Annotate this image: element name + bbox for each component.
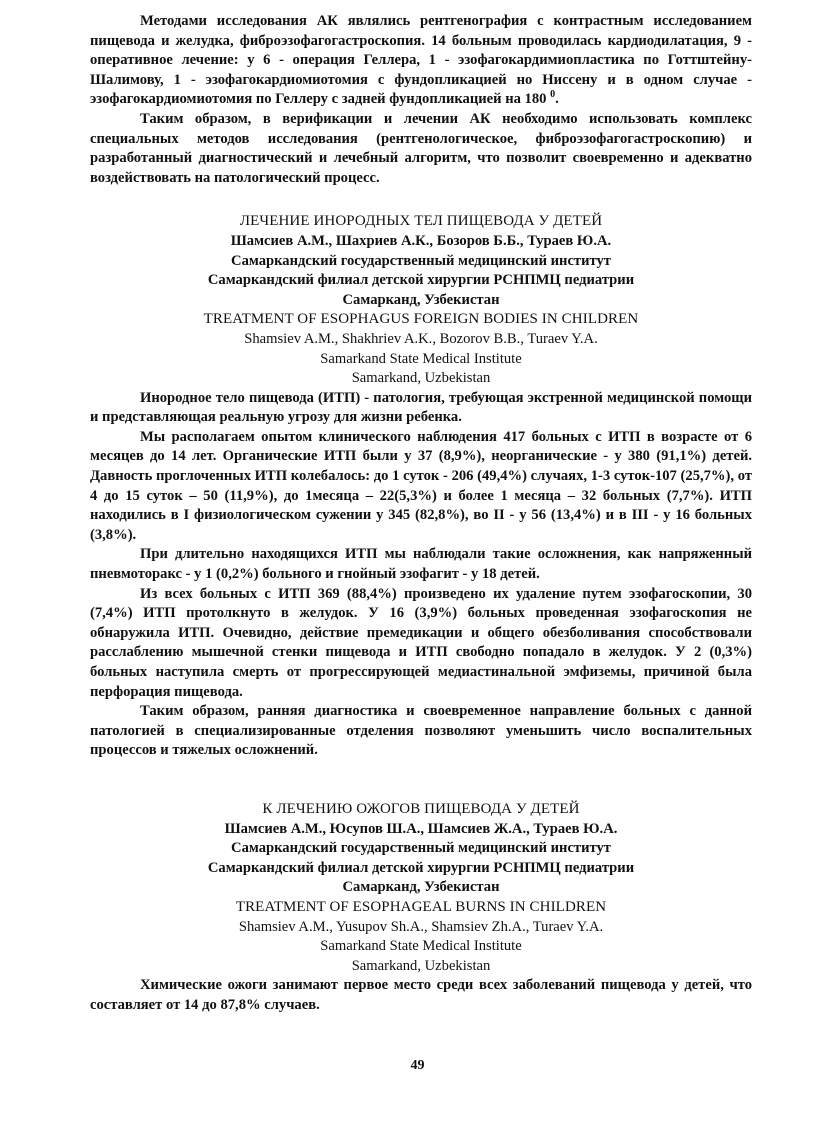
article-1-paragraph-2: Мы располагаем опытом клинического наблюдения 417 больных с ИТП в возрасте от 6 месяцев до 14 лет. Органические ИТП были у 37 (8,9%), неорганические - у 380 (91,1%) детей. Давность проглоченных ИТП колебалось: до 1 суток - 206 (49,4%) случаях, 1-3 суток-107 (25,7%), от 4 до 15 суток – 50 (11,9%), до 1месяца – 22(5,3%) и более 1 месяца – 32 больных (7,7%). ИТП находились в I физиологическом сужении у 345 (82,8%), во II - у 56 (13,4%) и в III - у 16 больных (3,8%). — [90, 428, 752, 543]
article-2-city-en: Samarkand, Uzbekistan — [351, 957, 491, 974]
article-2-institute-ru: Самаркандский государственный медицинский институт — [231, 840, 611, 857]
article-2-city-ru: Самарканд, Узбекистан — [342, 879, 500, 896]
article-1-paragraph-5: Таким образом, ранняя диагностика и своевременное направление больных с данной патологией в специализированные отделения позволяют уменьшить число воспалительных процессов и тяжелых осложнений. — [90, 703, 752, 759]
article-1-paragraph-3: При длительно находящихся ИТП мы наблюдали такие осложнения, как напряженный пневмоторакс - у 1 (0,2%) больного и гнойный эзофагит - у 18 детей. — [90, 546, 752, 583]
intro-paragraph-1-end: . — [555, 91, 559, 108]
article-2-title-en: TREATMENT OF ESOPHAGEAL BURNS IN CHILDREN — [235, 898, 607, 915]
degree-superscript: 0 — [550, 89, 556, 101]
article-2-institute-en: Samarkand State Medical Institute — [320, 938, 522, 955]
intro-paragraph-1-text: Методами исследования АК являлись рентгенография с контрастным исследованием пищевода и желудка, фиброэзофагогастроскопия. 14 больным проводилась кардиодилатация, 9 - оперативное лечение: у 6 - операция Геллера, 1 - эзофагокардимиопластика по Готтштейну-Шалимову, 1 - эзофагокардиомиотомия с фундопликацией но Ниссену и в одном случае - эзофагокардиомиотомия по Геллеру с задней фундопликацией на 180 — [90, 13, 752, 108]
article-1-title-en: TREATMENT OF ESOPHAGUS FOREIGN BODIES IN CHILDREN — [203, 311, 639, 328]
article-2-paragraph-1: Химические ожоги занимают первое место среди всех заболеваний пищевода у детей, что составляет от 14 до 87,8% случаев. — [90, 977, 752, 1013]
article-2-title-ru: К ЛЕЧЕНИЮ ОЖОГОВ ПИЩЕВОДА У ДЕТЕЙ — [262, 800, 580, 817]
article-1-institute-ru: Самаркандский государственный медицинский институт — [231, 252, 611, 269]
page-number: 49 — [410, 1058, 425, 1073]
document-page — [90, 12, 752, 1016]
article-1-authors-en: Shamsiev A.M., Shakhriev A.K., Bozorov B.B., Turaev Y.A. — [244, 330, 598, 347]
article-1-city-ru: Самарканд, Узбекистан — [342, 291, 500, 308]
intro-paragraph-1 — [90, 12, 752, 110]
intro-paragraph-2: Таким образом, в верификации и лечении АК необходимо использовать комплекс специальных методов исследования (рентгенологическое, фиброэзофагогастроскопию) и разработанный диагностический и лечебный алгоритм, что позволит своевременно и адекватно воздействовать на патологический процесс. — [90, 110, 752, 186]
article-1-paragraph-4: Из всех больных с ИТП 369 (88,4%) произведено их удаление путем эзофагоскопии, 30 (7,4%) ИТП протолкнуто в желудок. У 16 (3,9%) больных проведенная эзофагоскопия не обнаружила ИТП. Очевидно, действие премедикации и общего обезболивания способствовали расслаблению мышечной стенки пищевода и ИТП свободно попадало в желудок. У 2 (0,3%) больных наступила смерть от прогрессирующей медиастинальной эмфиземы, причиной была перфорация пищевода. — [90, 585, 752, 700]
article-2-authors-en: Shamsiev A.M., Yusupov Sh.A., Shamsiev Zh.A., Turaev Y.A. — [238, 918, 604, 935]
article-2-authors-ru: Шамсиев А.М., Юсупов Ш.А., Шамсиев Ж.А., Тураев Ю.А. — [224, 820, 618, 837]
article-1-city-en: Samarkand, Uzbekistan — [351, 370, 491, 387]
article-2-branch-ru: Самаркандский филиал детской хирургии РСНПМЦ педиатрии — [207, 859, 635, 876]
article-1-branch-ru: Самаркандский филиал детской хирургии РСНПМЦ педиатрии — [207, 272, 635, 289]
article-1-authors-ru: Шамсиев А.М., Шахриев А.К., Бозоров Б.Б., Тураев Ю.А. — [230, 232, 612, 249]
article-1-paragraph-1: Инородное тело пищевода (ИТП) - патология, требующая экстренной медицинской помощи и представляющая реальную угрозу для жизни ребенка. — [90, 389, 752, 426]
article-1-header — [90, 212, 752, 388]
article-1-institute-en: Samarkand State Medical Institute — [320, 350, 522, 367]
article-2-header — [90, 800, 752, 976]
article-1-title-ru: ЛЕЧЕНИЕ ИНОРОДНЫХ ТЕЛ ПИЩЕВОДА У ДЕТЕЙ — [239, 213, 603, 230]
